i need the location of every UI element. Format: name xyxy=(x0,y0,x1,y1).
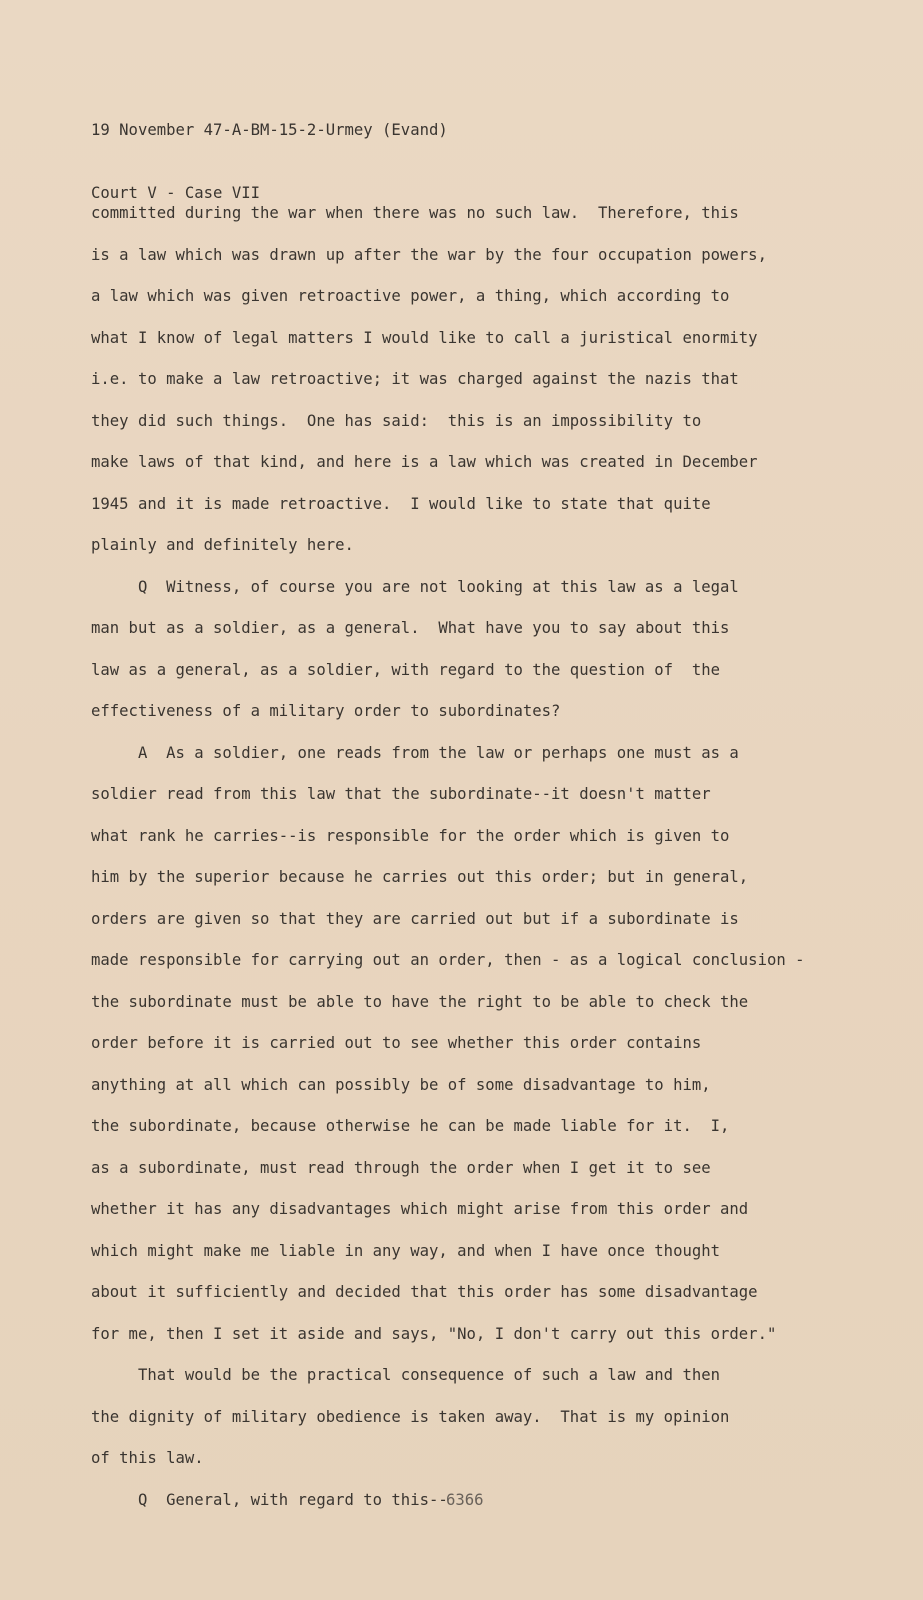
transcript-line: orders are given so that they are carried out but if a subordinate is xyxy=(91,909,739,928)
transcript-line: made responsible for carrying out an order, then - as a logical conclusion - xyxy=(91,951,805,969)
transcript-line: plainly and definitely here. xyxy=(91,536,354,554)
transcript-line: A As a soldier, one reads from the law or perhaps one must as a xyxy=(91,743,739,762)
transcript-body xyxy=(91,199,891,1527)
transcript-line: of this law. xyxy=(91,1449,204,1467)
transcript-line: what I know of legal matters I would like to call a juristical enormity xyxy=(91,328,758,347)
header-court-line: Court V - Case VII xyxy=(91,184,260,202)
transcript-line: the dignity of military obedience is taken away. That is my opinion xyxy=(91,1407,730,1426)
transcript-line: a law which was given retroactive power, a thing, which according to xyxy=(91,287,730,305)
transcript-line: whether it has any disadvantages which might arise from this order and xyxy=(91,1200,749,1218)
transcript-line: him by the superior because he carries out this order; but in general, xyxy=(91,868,749,886)
page-number: 6366 xyxy=(446,1491,484,1509)
transcript-line: order before it is carried out to see whether this order contains xyxy=(91,1034,702,1052)
transcript-line: for me, then I set it aside and says, "No, I don't carry out this order." xyxy=(91,1324,777,1343)
transcript-line: the subordinate, because otherwise he can be made liable for it. I, xyxy=(91,1117,730,1135)
transcript-line: That would be the practical consequence of such a law and then xyxy=(91,1366,721,1384)
header-reference-line: 19 November 47-A-BM-15-2-Urmey (Evand) xyxy=(91,121,448,139)
transcript-line: law as a general, as a soldier, with regard to the question of the xyxy=(91,660,721,679)
transcript-line: Q Witness, of course you are not looking at this law as a legal xyxy=(91,577,739,596)
transcript-line: soldier read from this law that the subordinate--it doesn't matter xyxy=(91,785,711,803)
transcript-line: the subordinate must be able to have the right to be able to check the xyxy=(91,992,749,1011)
transcript-line: i.e. to make a law retroactive; it was charged against the nazis that xyxy=(91,370,739,388)
transcript-line: about it sufficiently and decided that this order has some disadvantage xyxy=(91,1283,758,1301)
transcript-line: which might make me liable in any way, and when I have once thought xyxy=(91,1241,721,1260)
transcript-line: committed during the war when there was no such law. Therefore, this xyxy=(91,204,739,222)
transcript-line: Q General, with regard to this-- xyxy=(91,1490,448,1509)
transcript-line: what rank he carries--is responsible for the order which is given to xyxy=(91,826,730,845)
transcript-line: make laws of that kind, and here is a law which was created in December xyxy=(91,453,758,471)
transcript-line: effectiveness of a military order to subordinates? xyxy=(91,702,561,720)
transcript-line: is a law which was drawn up after the war by the four occupation powers, xyxy=(91,245,767,264)
transcript-line: as a subordinate, must read through the order when I get it to see xyxy=(91,1158,711,1177)
transcript-line: anything at all which can possibly be of some disadvantage to him, xyxy=(91,1075,711,1094)
transcript-line: 1945 and it is made retroactive. I would like to state that quite xyxy=(91,494,711,513)
transcript-line: they did such things. One has said: this is an impossibility to xyxy=(91,411,702,430)
transcript-line: man but as a soldier, as a general. What have you to say about this xyxy=(91,619,730,637)
